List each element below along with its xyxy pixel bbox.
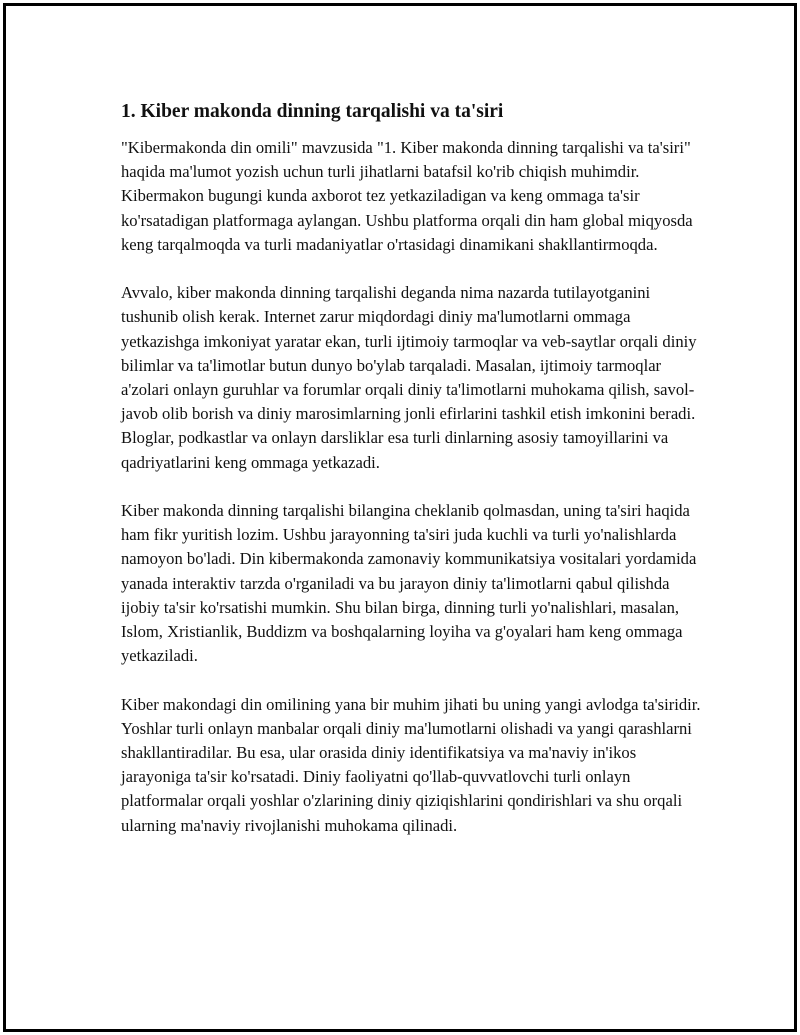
paragraph-influence: Kiber makonda dinning tarqalishi bilangina cheklanib qolmasdan, uning ta'siri haqida ham fikr yuritish lozim. Ushbu jarayonning ta'siri juda kuchli va turli yo'nalishlarda namoyon bo'ladi. Din kibermakonda zamonaviy kommunikatsiya vositalari yordamida yanada interaktiv tarzda o'rganiladi va bu jarayon diniy ta'limotlarni qabul qilishda ijobiy ta'sir ko'rsatishi mumkin. Shu bilan birga, dinning turli yo'nalishlari, masalan, Islom, Xristianlik, Buddizm va boshqalarning loyiha va g'oyalari ham keng ommaga yetkaziladi. bbox=[121, 501, 697, 666]
page-frame bbox=[3, 3, 797, 1032]
document-body bbox=[121, 99, 701, 862]
paragraph-intro: "Kibermakonda din omili" mavzusida "1. Kiber makonda dinning tarqalishi va ta'siri" haqida ma'lumot yozish uchun turli jihatlarni batafsil ko'rib chiqish muhimdir. Kibermakon bugungi kunda axborot tez yetkaziladigan va keng ommaga ta'sir ko'rsatadigan platformaga aylangan. Ushbu platforma orqali din ham global miqyosda keng tarqalmoqda va turli madaniyatlar o'rtasidagi dinamikani shakllantirmoqda. bbox=[121, 138, 693, 254]
paragraph-youth: Kiber makondagi din omilining yana bir muhim jihati bu uning yangi avlodga ta'siridir. Yoshlar turli onlayn manbalar orqali diniy ma'lumotlarni olishadi va yangi qarashlarni shakllantiradilar. Bu esa, ular orasida diniy identifikatsiya va ma'naviy in'ikos jarayoniga ta'sir ko'rsatadi. Diniy faoliyatni qo'llab-quvvatlovchi turli onlayn platformalar orqali yoshlar o'zlarining diniy qiziqishlarini qondirishlari va shu orqali ularning ma'naviy rivojlanishi muhokama qilinadi. bbox=[121, 694, 701, 835]
paragraph-spread: Avvalo, kiber makonda dinning tarqalishi deganda nima nazarda tutilayotganini tushunib olish kerak. Internet zarur miqdordagi diniy ma'lumotlarni ommaga yetkazishga imkoniyat yaratar ekan, turli ijtimoiy tarmoqlar va veb-saytlar orqali diniy bilimlar va ta'limotlar butun dunyo bo'ylab tarqaladi. Masalan, ijtimoiy tarmoqlar a'zolari onlayn guruhlar va forumlar orqali diniy ta'limotlarni muhokama qilish, savol-javob olib borish va diniy marosimlarning jonli efirlarini tashkil etish imkonini beradi. Bloglar, podkastlar va onlayn darsliklar esa turli dinlarning asosiy tamoyillarini va qadriyatlarini keng ommaga yetkazadi. bbox=[121, 283, 697, 472]
section-heading: 1. Kiber makonda dinning tarqalishi va ta'siri bbox=[121, 101, 504, 122]
